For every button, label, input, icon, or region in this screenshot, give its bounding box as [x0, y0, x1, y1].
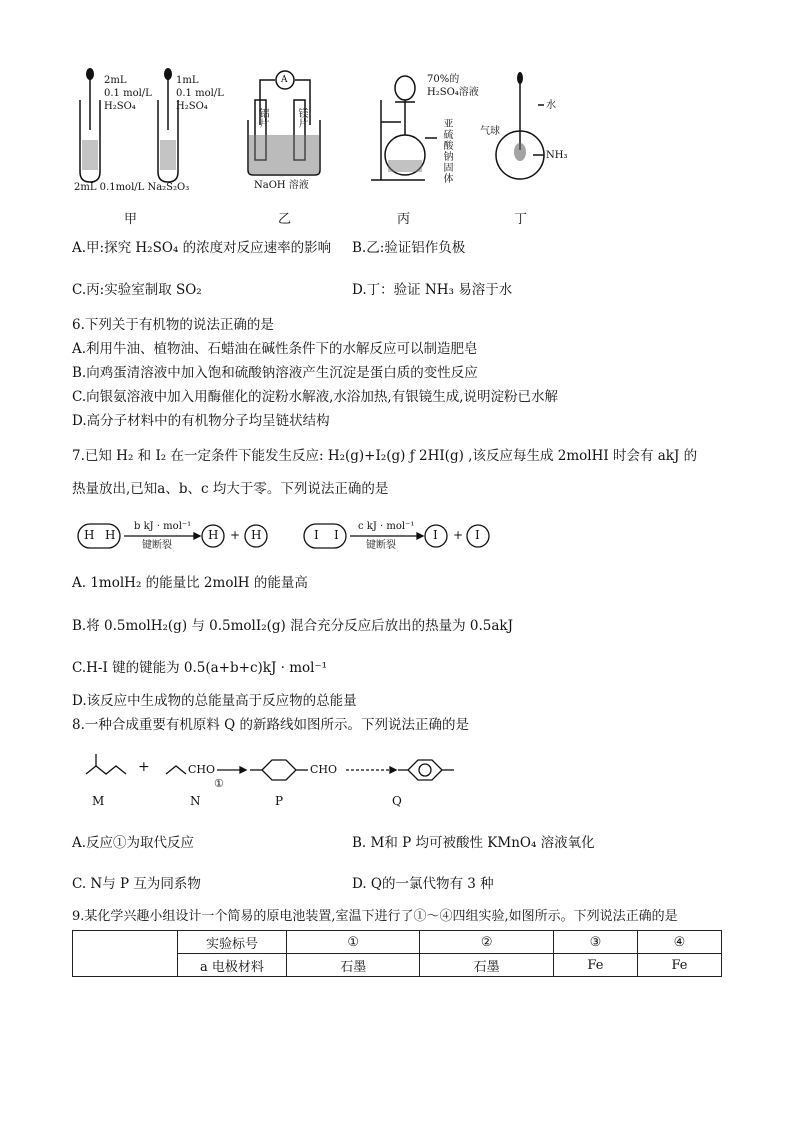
tube1-conc: 0.1 mol/L — [104, 88, 152, 99]
reaction-step-1: ① — [214, 777, 224, 790]
q8-stem: 8.一种合成重要有机原料 Q 的新路线如图所示。下列说法正确的是 — [72, 717, 470, 733]
table-cell: 石墨 — [287, 954, 420, 977]
label-p: P — [275, 794, 284, 808]
table-cell: Fe — [553, 954, 637, 977]
label-m: M — [92, 794, 105, 808]
q7-stem-line2: 热量放出,已知a、b、c 均大于零。下列说法正确的是 — [72, 481, 389, 497]
q5-option-a: A.甲:探究 H₂SO₄ 的浓度对反应速率的影响 — [72, 240, 332, 256]
q8-option-c: C. N与 P 互为同系物 — [72, 876, 201, 892]
i2-break-label: 键断裂 — [366, 540, 396, 551]
bond-breaking-diagram — [72, 514, 502, 558]
caption-yi: 乙 — [278, 212, 292, 227]
q6-option-d: D.高分子材料中的有机物分子均呈链状结构 — [72, 413, 330, 429]
table-row-label: a 电极材料 — [178, 954, 287, 977]
q6-option-b: B.向鸡蛋清溶液中加入饱和硫酸钠溶液产生沉淀是蛋白质的变性反应 — [72, 365, 478, 381]
tube2-conc: 0.1 mol/L — [176, 88, 224, 99]
q5-option-d: D.丁：验证 NH₃ 易溶于水 — [352, 282, 513, 298]
al-electrode-label: 铝片 — [257, 108, 268, 128]
q5-option-b: B.乙:验证铝作负极 — [352, 240, 466, 256]
funnel-acid-label: H₂SO₄溶液 — [427, 87, 479, 98]
tube2-volume: 1mL — [176, 75, 199, 86]
i-atom-2: I — [475, 528, 480, 542]
p-cho-group: CHO — [310, 763, 338, 776]
i2-atom-left: I — [314, 528, 319, 542]
naoh-solution-label: NaOH 溶液 — [254, 180, 309, 191]
i2-atom-right: I — [334, 528, 339, 542]
table-cell: 石墨 — [420, 954, 553, 977]
label-q: Q — [392, 794, 402, 808]
flask-solid-label: 亚硫酸钠固体 — [441, 118, 452, 184]
q7-option-b: B.将 0.5molH₂(g) 与 0.5molI₂(g) 混合充分反应后放出的热量为 0.5akJ — [72, 618, 513, 634]
table-header-cell: ② — [420, 931, 553, 954]
i-atom-1: I — [433, 528, 438, 542]
bottom-solution: 2mL 0.1mol/L Na₂S₂O₃ — [74, 182, 190, 193]
q7-option-a: A. 1molH₂ 的能量比 2molH 的能量高 — [72, 575, 308, 591]
caption-ding: 丁 — [514, 212, 528, 227]
plus-i: + — [453, 528, 464, 542]
scheme-plus: + — [138, 759, 150, 775]
q7-option-d: D.该反应中生成物的总能量高于反应物的总能量 — [72, 693, 357, 709]
tube1-acid: H₂SO₄ — [104, 101, 136, 112]
h-atom-2: H — [251, 528, 262, 542]
synthesis-scheme — [72, 744, 492, 814]
table-header-label: 实验标号 — [178, 931, 287, 954]
q9-experiment-table — [72, 930, 722, 977]
caption-bing: 丙 — [397, 212, 411, 227]
table-header-cell: ① — [287, 931, 420, 954]
tube1-volume: 2mL — [104, 75, 127, 86]
h2-atom-right: H — [105, 528, 116, 542]
water-label: 水 — [546, 100, 556, 111]
q7-option-c: C.H-I 键的键能为 0.5(a+b+c)kJ · mol⁻¹ — [72, 660, 328, 676]
funnel-conc-label: 70%的 — [427, 74, 460, 85]
q5-option-c: C.丙:实验室制取 SO₂ — [72, 282, 202, 298]
tube2-acid: H₂SO₄ — [176, 101, 208, 112]
table-corner-cell — [73, 931, 178, 977]
table-cell: Fe — [637, 954, 721, 977]
q6-stem: 6.下列关于有机物的说法正确的是 — [72, 317, 274, 333]
table-header-cell: ③ — [553, 931, 637, 954]
q6-option-c: C.向银氨溶液中加入用酶催化的淀粉水解液,水浴加热,有银镜生成,说明淀粉已水解 — [72, 389, 559, 405]
balloon-label: 气球 — [480, 126, 500, 137]
i2-bond-energy: c kJ · mol⁻¹ — [358, 521, 415, 532]
q8-option-b: B. M和 P 均可被酸性 KMnO₄ 溶液氧化 — [352, 835, 595, 851]
mg-electrode-label: 镁片 — [296, 108, 307, 128]
label-n: N — [190, 794, 201, 808]
q8-option-a: A.反应①为取代反应 — [72, 835, 195, 851]
h2-break-label: 键断裂 — [142, 540, 172, 551]
h2-atom-left: H — [84, 528, 95, 542]
table-header-cell: ④ — [637, 931, 721, 954]
figure-yi — [240, 60, 370, 230]
figure-ding — [480, 60, 590, 230]
nh3-label: NH₃ — [546, 150, 568, 161]
q9-stem: 9.某化学兴趣小组设计一个简易的原电池装置,室温下进行了①～④四组实验,如图所示。下列说法正确的是 — [72, 909, 678, 924]
plus-h: + — [230, 528, 241, 542]
ammeter-label: A — [281, 75, 288, 85]
q6-option-a: A.利用牛油、植物油、石蜡油在碱性条件下的水解反应可以制造肥皂 — [72, 341, 478, 357]
q8-option-d: D. Q的一氯代物有 3 种 — [352, 876, 494, 892]
h2-bond-energy: b kJ · mol⁻¹ — [134, 521, 192, 532]
figure-jia — [60, 60, 240, 230]
table-row — [73, 931, 722, 954]
h-atom-1: H — [208, 528, 219, 542]
n-cho-group: CHO — [188, 763, 216, 776]
ammonia-flask-diagram — [480, 60, 590, 230]
caption-jia: 甲 — [124, 212, 138, 227]
test-tubes-diagram — [60, 60, 240, 230]
galvanic-cell-diagram — [240, 60, 370, 230]
q7-stem-line1: 7.已知 H₂ 和 I₂ 在一定条件下能发生反应: H₂(g)+I₂(g) ƒ 2HI(g) ,该反应每生成 2molHI 时会有 akJ 的 — [72, 448, 698, 464]
